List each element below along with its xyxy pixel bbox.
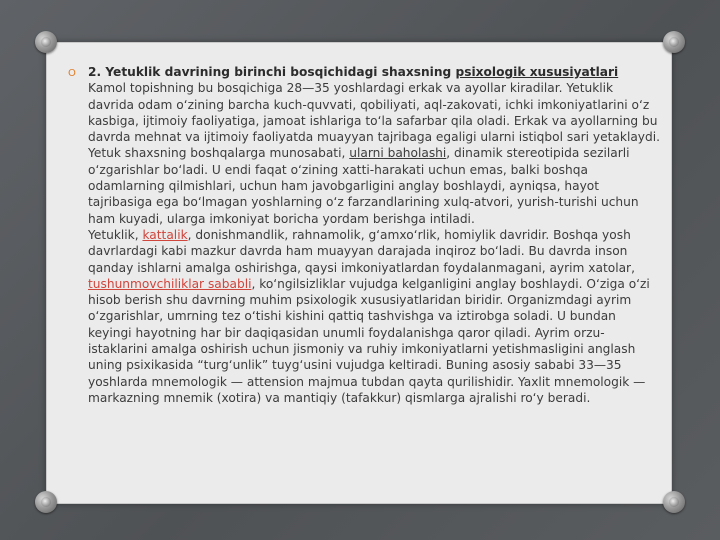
paragraph-1-part-1: Kamol topishning bu bosqichiga 28—35 yoshlardagi erkak va ayollar kiradilar. Yetuklik davrida odam o‘zining barcha kuch-quvvati, qobiliyati, aql-zakovati, ichki imkoniyatlarini o‘z kasbiga, ijtimoiy faoliyatiga, jamoat ishlariga to‘la safarbar qila oladi. Erkak va ayollarning bu davrda mehnat va ijtimoiy faoliyatda muayyan tajribaga egaligi ularni istiqbol sari yetaklaydi. Yetuk shaxsning boshqalarga munosabati, <box>88 81 661 161</box>
heading-underlined: psixologik xususiyatlari <box>455 65 619 79</box>
pushpin-icon <box>663 31 685 53</box>
underlined-phrase: ularni baholashi <box>349 146 447 161</box>
paragraph-2-part-1: Yetuklik, <box>88 227 143 242</box>
link-kattalik[interactable]: kattalik <box>142 227 188 242</box>
paragraph-2 <box>88 227 660 406</box>
paragraph-1-part-2: , dinamik stereotipida sezilarli o‘zgarishlar bo‘ladi. U endi faqat o‘zining xatti-harakati uchun emas, balki boshqa odamlarning qilmishlari, uchun ham javobgarligini anglay boshlaydi, ayniqsa, hayot tajribasiga ega bo‘lmagan yoshlarning o‘z farzandlarining xulq-atvori, yurish-turishi uchun ham kuyadi, ularga imkoniyat boricha yordam berishga intiladi. <box>88 146 639 226</box>
circle-bullet-icon: O <box>68 68 76 79</box>
heading-prefix: 2. Yetuklik davrining birinchi bosqichidagi shaxsning <box>88 65 456 79</box>
slide-text-body <box>88 64 660 406</box>
paragraph-2-part-2: , donishmandlik, rahnamolik, g‘amxo‘rlik, homiylik davridir. Boshqa yosh davrlardagi kabi mazkur davrda ham muayyan darajada inqiroz bo‘ladi. Bu davrda inson qanday ishlarni amalga oshirishga, qaysi imkoniyatlardan foydalanmagani, ayrim xatolar, <box>88 227 635 275</box>
pushpin-icon <box>35 31 57 53</box>
paragraph-1 <box>88 80 660 227</box>
pushpin-icon <box>35 491 57 513</box>
link-tushunmovchiliklar[interactable]: tushunmovchiliklar sababli <box>88 276 252 291</box>
paragraph-2-part-3: , ko‘ngilsizliklar vujudga kelganligini anglay boshlaydi. O‘ziga o‘zi hisob berish shu davrning muhim psixologik xususiyatlaridan biridir. Organizmdagi ayrim o‘zgarishlar, umrning tez o‘tishi kishini qattiq tashvishga va iztirobga soladi. U bundan keyingi hayotning har bir daqiqasidan unumli foydalanishga qaror qiladi. Ayrim orzu-istaklarini amalga oshirish uchun jismoniy va ruhiy imkoniyatlarni yetishmasligini anglash uning psixikasida “turg‘unlik” tuyg‘usini vujudga keltiradi. Buning asosiy sababi 33—35 yoshlarda mnemologik — attension majmua tubdan qayta qurilishidir. Yaxlit mnemologik — markazning mnemik (xotira) va mantiqiy (tafakkur) qismlarga ajralishi ro‘y beradi. <box>88 276 650 405</box>
pushpin-icon <box>663 491 685 513</box>
section-heading <box>88 64 660 80</box>
